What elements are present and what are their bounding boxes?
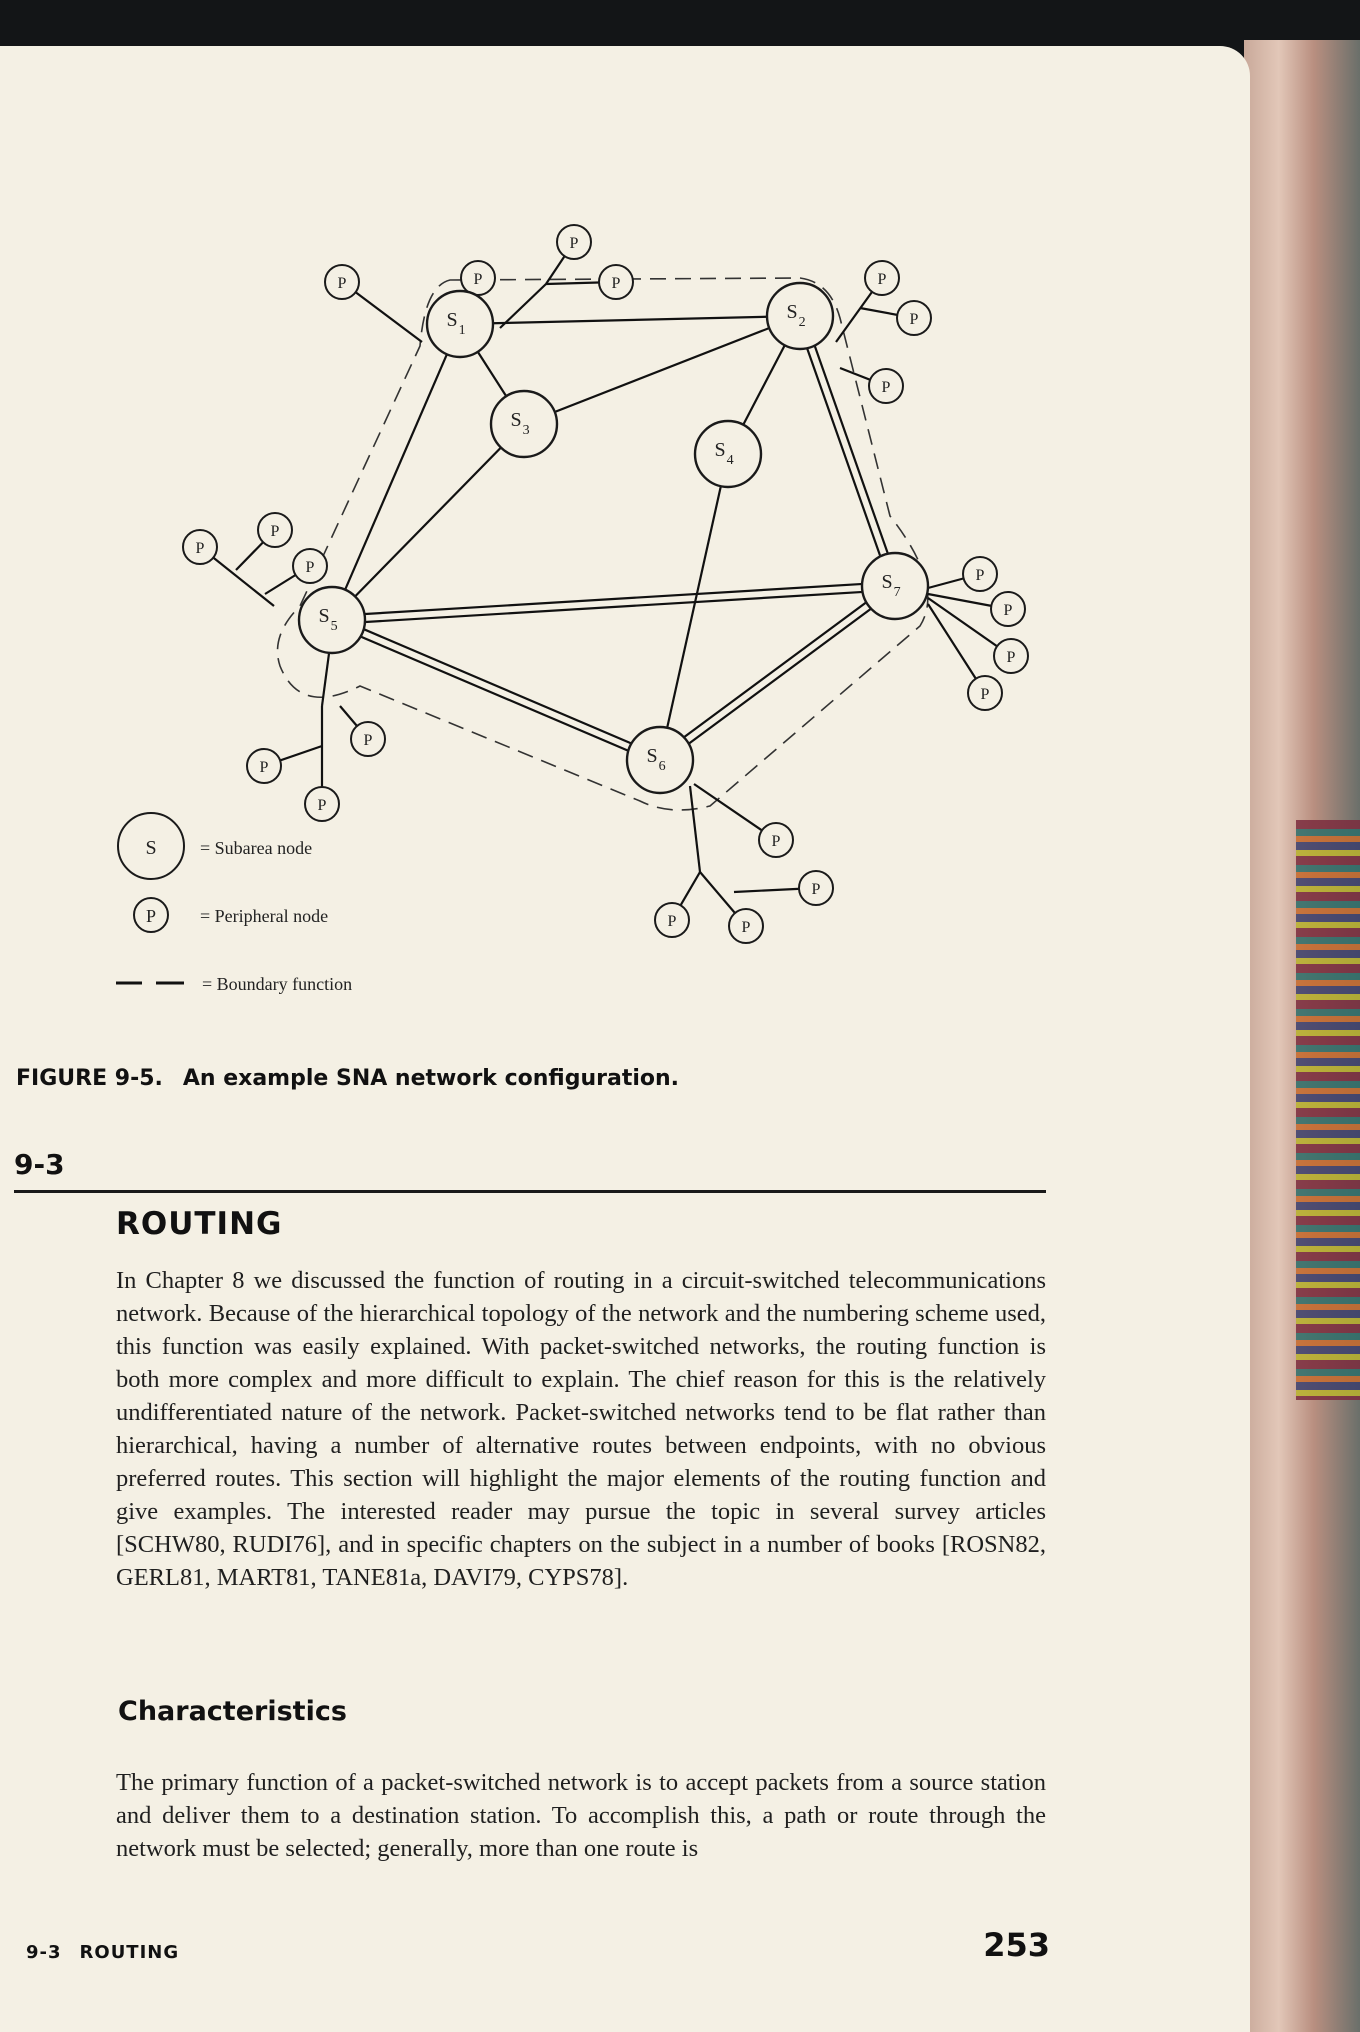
legend-peripheral-symbol: P	[145, 906, 157, 926]
legend-subarea-text: = Subarea node	[200, 838, 313, 858]
peripheral-node-label: P	[569, 235, 579, 252]
peripheral-node-label: P	[877, 271, 887, 288]
footer-section-title: ROUTING	[79, 1942, 180, 1963]
subarea-nodes	[299, 283, 928, 793]
background-objects	[1296, 820, 1360, 1400]
peripheral-node-label: P	[473, 271, 483, 288]
sna-network-diagram	[0, 46, 1250, 1046]
subarea-node-label: $S_6$	[646, 745, 666, 774]
peripheral-node-label: P	[1003, 602, 1013, 619]
peripheral-node-label: P	[363, 732, 373, 749]
section-rule	[14, 1190, 1046, 1193]
subheading-characteristics: Characteristics	[118, 1696, 347, 1727]
peripheral-branch-2	[322, 646, 330, 706]
section-number: 9-3	[14, 1148, 65, 1181]
peripheral-node-label: P	[611, 275, 621, 292]
link-s3-s5	[332, 424, 524, 620]
peripheral-node-label: P	[259, 759, 269, 776]
running-footer	[26, 1942, 179, 1963]
body-paragraph-1: In Chapter 8 we discussed the function of routing in a circuit-switched telecommunications network. Because of the hierarchical topology of the network and the numbering scheme used, this function was easily explained. With packet-switched networks, the routing function is both more complex and more difficult to explain. The chief reason for this is the relatively undifferentiated nature of the network. Packet-switched networks tend to be flat rather than hierarchical, having a number of alternative routes between endpoints, with no obvious preferred routes. This section will highlight the major elements of the routing function and give examples. The interested reader may pursue the topic in several survey articles [SCHW80, RUDI76], and in specific chapters on the subject in a number of books [ROSN82, GERL81, MART81, TANE81a, DAVI79, CYPS78].	[116, 1267, 1046, 1591]
peripheral-node-label: P	[881, 379, 891, 396]
section-title: ROUTING	[116, 1206, 283, 1242]
subarea-node-label: $S_3$	[510, 409, 530, 438]
peripheral-node-label: P	[741, 919, 751, 936]
peripheral-node-label: P	[317, 797, 327, 814]
link-s3-s2	[524, 316, 800, 424]
peripheral-node-label: P	[909, 311, 919, 328]
diagram-legend	[116, 813, 352, 994]
legend-boundary-text: = Boundary function	[202, 974, 353, 994]
trunk-s5-s7-1	[332, 582, 895, 616]
footer-section-number: 9-3	[26, 1942, 62, 1963]
link-s4-s6	[660, 454, 728, 760]
figure-caption-number: FIGURE 9-5.	[16, 1066, 163, 1091]
trunk-s5-s7-0	[332, 590, 895, 624]
peripheral-branch-1	[690, 786, 700, 872]
figure-caption-text: An example SNA network configuration.	[182, 1066, 680, 1091]
peripheral-node-label: P	[337, 275, 347, 292]
body-paragraph-2: The primary function of a packet-switched network is to accept packets from a source station and deliver them to a destination station. To accomplish this, a path or route through the network must be selected; generally, more than one route is	[116, 1769, 1046, 1862]
book-page	[0, 46, 1250, 2032]
subarea-node-label: $S_5$	[318, 605, 338, 634]
trunk-s2-s7-1	[804, 315, 899, 585]
peripheral-node-label: P	[811, 881, 821, 898]
legend-subarea-symbol: S	[145, 837, 157, 859]
peripheral-node-label: P	[667, 913, 677, 930]
subarea-node-label: $S_2$	[786, 301, 806, 330]
peripheral-node-label: P	[980, 686, 990, 703]
subarea-node-label: $S_1$	[446, 309, 466, 338]
peripheral-node-label: P	[270, 523, 280, 540]
peripheral-node-label: P	[771, 833, 781, 850]
peripheral-node-label: P	[195, 540, 205, 557]
link-s1-s5	[332, 324, 460, 620]
trunk-s2-s7-0	[796, 317, 891, 587]
peripheral-node-label: P	[1006, 649, 1016, 666]
figure-caption	[16, 1066, 679, 1091]
peripheral-node-label: P	[975, 567, 985, 584]
legend-peripheral-text: = Peripheral node	[200, 906, 329, 926]
peripheral-node-label: P	[305, 559, 315, 576]
subarea-node-label: $S_7$	[881, 571, 901, 600]
subarea-node-label: $S_4$	[714, 439, 734, 468]
page-number: 253	[983, 1926, 1050, 1964]
